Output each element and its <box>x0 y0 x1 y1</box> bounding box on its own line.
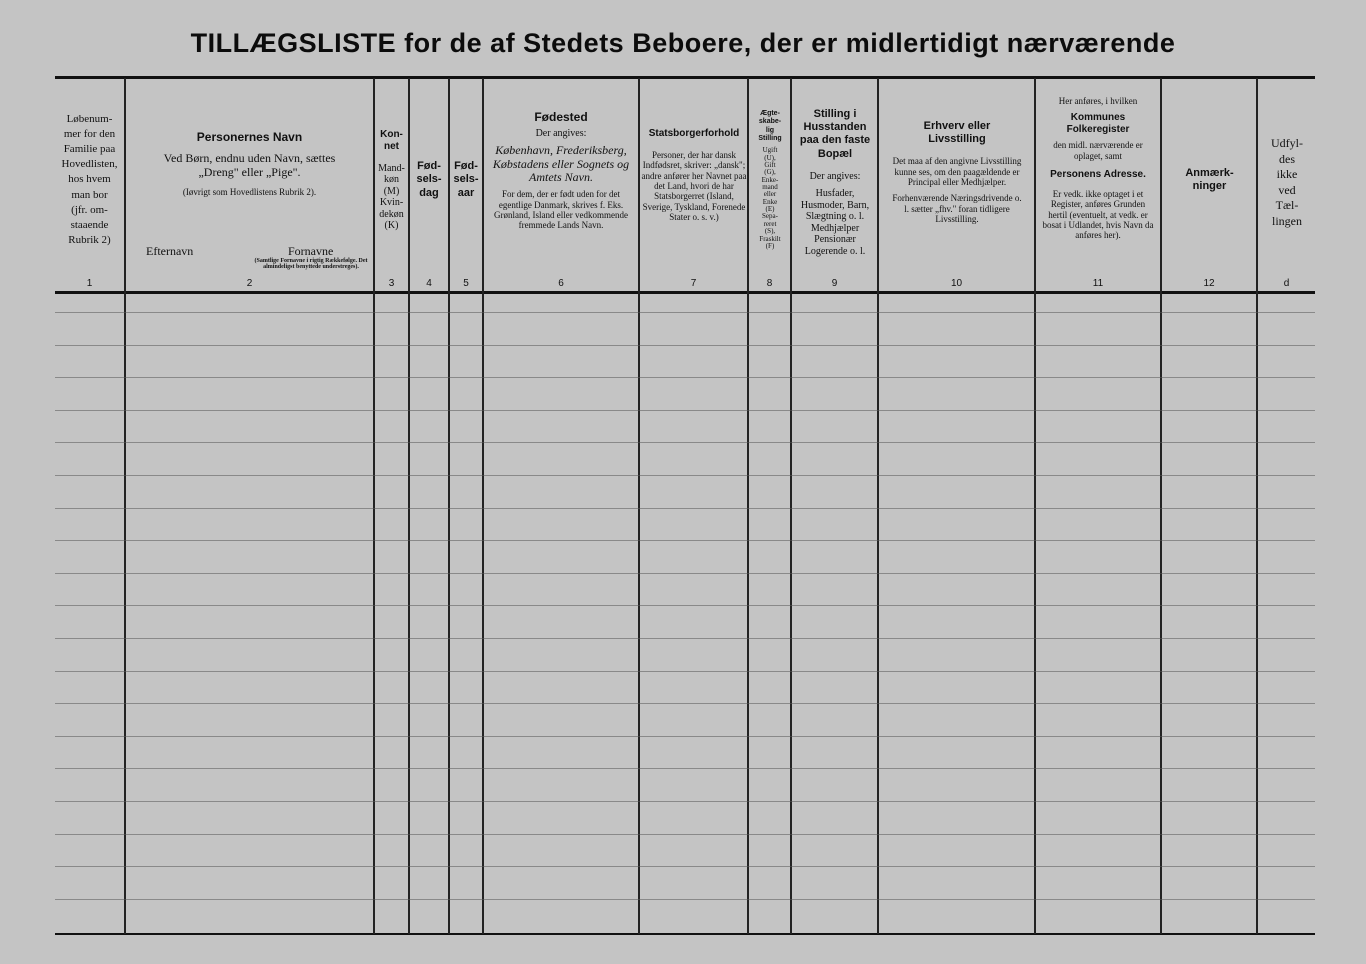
row-rule <box>55 475 1315 476</box>
col-8-line: Gift <box>764 161 776 170</box>
row-rule <box>55 834 1315 835</box>
col-7-heading: Statsborgerforhold <box>648 128 740 139</box>
col-d-line: Tæl- <box>1275 198 1299 213</box>
col-1-line: staaende <box>70 218 109 231</box>
col-8-line: Enke- <box>761 175 779 184</box>
column-divider <box>124 78 126 934</box>
col-1-line: Rubrik 2) <box>68 234 111 247</box>
row-rule <box>55 573 1315 574</box>
col-8-line: Fraskilt <box>759 234 781 243</box>
col-3-line: Kvin- <box>379 197 404 208</box>
col-number: 11 <box>1092 278 1104 289</box>
column-divider <box>790 78 792 934</box>
col-3-heading: Kon- net <box>380 128 403 152</box>
col-5-heading: Fød- sels- aar <box>453 160 479 199</box>
col-4-heading: Fød- sels- dag <box>416 160 442 199</box>
page-title: TILLÆGSLISTE for de af Stedets Beboere, der er midlertidigt nærværende <box>190 28 1176 58</box>
col-2-sub-left: Efternavn <box>146 244 194 258</box>
column-divider <box>1034 78 1036 934</box>
col-8-line: eller <box>763 190 777 199</box>
row-rule <box>55 508 1315 509</box>
row-rule <box>55 671 1315 672</box>
col-8-line: (U), <box>764 153 776 162</box>
col-11-header <box>1037 84 1159 276</box>
col-2-sub-right-note: (Samtlige Fornavne i rigtig Rækkefølge. Det almindeligst benyttede understreges). <box>254 258 368 271</box>
col-9-body: Husfader, Husmoder, Barn, Slægtning o. l. Medhjælper Pensionær Logerende o. l. <box>800 188 870 257</box>
col-number: 8 <box>766 278 773 289</box>
row-rule <box>55 377 1315 378</box>
col-d-line: lingen <box>1272 213 1302 228</box>
row-rule <box>55 605 1315 606</box>
row-rule <box>55 442 1315 443</box>
col-8-line: Sepa- <box>762 212 778 221</box>
col-8-header <box>750 84 790 276</box>
column-divider <box>877 78 879 934</box>
col-number: 2 <box>246 278 253 289</box>
col-8-line: Enke <box>762 197 778 206</box>
col-11-pre: Her anføres, i hvilken <box>1058 96 1138 106</box>
col-number: 9 <box>831 278 838 289</box>
col-8-line: Ugift <box>762 146 778 155</box>
col-8-line: (F) <box>765 241 775 250</box>
col-10-heading: Erhverv eller Livsstilling <box>923 120 991 146</box>
col-10-body: Det maa af den angivne Livsstilling kunne ses, om den paagældende er Principal eller Medhjælper. <box>892 156 1022 188</box>
col-8-line: reret <box>763 219 777 228</box>
row-rule <box>55 540 1315 541</box>
row-rule <box>55 410 1315 411</box>
col-8-line: (G), <box>764 168 776 177</box>
row-rule <box>55 866 1315 867</box>
col-8-heading: Ægte- skabe- lig Stilling <box>758 109 782 142</box>
col-9-heading: Stilling i Husstanden paa den faste Bopæl <box>799 108 871 160</box>
col-11-heading: Kommunes Folkeregister <box>1066 112 1130 136</box>
col-8-line: mand <box>762 183 778 192</box>
col-number: 10 <box>950 278 963 289</box>
col-4-header <box>410 84 448 276</box>
col-3-header <box>375 84 408 276</box>
row-rule <box>55 801 1315 802</box>
col-3-line: (K) <box>384 220 399 231</box>
col-2-heading: Personernes Navn <box>196 130 303 144</box>
row-rule <box>55 736 1315 737</box>
top-rule <box>55 76 1315 79</box>
col-11-heading2: Personens Adresse. <box>1050 169 1146 181</box>
row-rule <box>55 638 1315 639</box>
col-7-header <box>641 84 747 276</box>
col-3-line: (M) <box>383 185 400 197</box>
col-9-sub: Der angives: <box>809 170 861 182</box>
col-2-note2: (Iøvrigt som Hovedlistens Rubrik 2). <box>182 186 317 197</box>
row-rule <box>55 345 1315 346</box>
col-1-line: man bor <box>71 188 108 201</box>
col-number: d <box>1283 278 1290 289</box>
col-8-line: (S), <box>764 227 776 236</box>
column-divider <box>747 78 749 934</box>
col-9-header <box>793 84 877 276</box>
col-number: 7 <box>690 278 697 289</box>
col-6-body2: For dem, der er født uden for det egentlige Danmark, skrives f. Eks. Grønland, Island eller vedkommende fremmede Lands Navn. <box>494 189 628 231</box>
col-3-line: Mand- <box>378 162 405 174</box>
col-1-line: mer for den <box>63 127 116 140</box>
row-rule <box>55 703 1315 704</box>
col-number: 3 <box>388 278 395 289</box>
col-1-line: Familie paa <box>63 143 116 156</box>
col-10-header <box>881 84 1033 276</box>
col-d-line: des <box>1279 151 1295 166</box>
col-5-header <box>450 84 482 276</box>
col-1-line: Hovedlisten, <box>61 158 118 171</box>
col-11-sub: den midl. nærværende er oplaget, samt <box>1053 140 1143 161</box>
col-1-header <box>55 84 124 276</box>
header-bottom-rule <box>55 291 1315 294</box>
column-divider <box>1160 78 1162 934</box>
col-d-line: ikke <box>1276 167 1298 182</box>
row-rule <box>55 899 1315 900</box>
row-rule <box>55 768 1315 769</box>
col-12-header <box>1163 84 1256 276</box>
col-number: 5 <box>463 278 469 289</box>
col-6-sub: Der angives: <box>535 128 587 140</box>
col-1-line: hos hvem <box>68 173 111 186</box>
col-d-line: Udfyl- <box>1271 136 1303 150</box>
bottom-rule <box>55 933 1315 935</box>
column-divider <box>482 78 484 934</box>
col-6-header <box>486 84 636 276</box>
col-11-body: Er vedk. ikke optaget i et Register, anføres Grunden hertil (eventuelt, at vedk. er bosat i Udlandet, hvis Navn da anføres her). <box>1042 189 1154 241</box>
col-6-heading: Fødested <box>534 110 588 124</box>
col-3-line: køn <box>384 174 399 185</box>
col-number: 12 <box>1203 278 1215 289</box>
row-rule <box>55 312 1315 313</box>
col-3-line: dekøn <box>379 208 404 220</box>
column-divider <box>638 78 640 934</box>
col-2-note: Ved Børn, endnu uden Navn, sættes „Dreng" eller „Pige". <box>163 151 336 180</box>
col-1-line: Løbenum- <box>66 112 113 125</box>
col-12-heading: Anmærk- ninger <box>1185 166 1234 192</box>
col-6-body: København, Frederiksberg, Købstadens eller Sognets og Amtets Navn. <box>492 142 630 185</box>
col-10-body2: Forhenværende Næringsdrivende o. l. sætter „fhv." foran tidligere Livsstilling. <box>892 193 1022 225</box>
col-d-line: ved <box>1278 182 1296 197</box>
col-7-body: Personer, der har dansk Indfødsret, skriver: „dansk"; andre anfører her Navnet paa det Land, hvori de har Statsborgerret (Island, Sverige, Tyskland, Forenede Stater o. s. v.) <box>641 150 747 223</box>
col-8-line: (E) <box>765 205 775 214</box>
col-number: 4 <box>426 278 432 289</box>
col-number: 6 <box>558 278 564 289</box>
column-divider <box>1256 78 1258 934</box>
col-2-sub-right: Fornavne <box>288 244 334 258</box>
col-d-header <box>1259 84 1315 276</box>
col-1-line: (jfr. om- <box>71 203 108 216</box>
col-number: 1 <box>86 278 93 289</box>
